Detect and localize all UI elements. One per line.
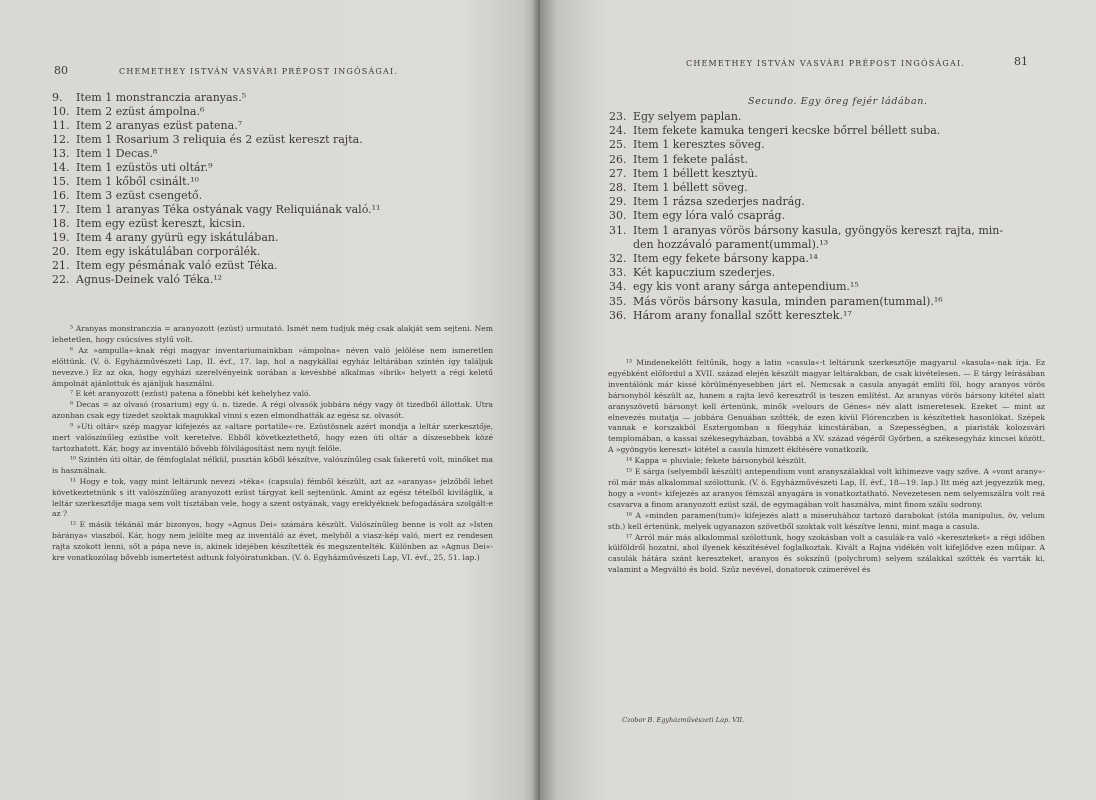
- item-text: Egy selyem paplan.: [633, 110, 742, 123]
- footnote: ¹⁰ Szintén úti oltár, de fémfoglalat nélkül, pusztán kőből készítve, valószínűleg csak fakeretű volt, minőket ma is használnak.: [52, 454, 493, 475]
- item-text: Item fekete kamuka tengeri kecske bőrrel béllett suba.: [633, 124, 941, 138]
- item-text: Agnus-Deinek való Téka.¹²: [76, 273, 223, 286]
- list-item: [52, 175, 502, 189]
- item-number: 35.: [609, 294, 627, 308]
- footnote: ¹⁶ A »minden paramen(tum)« kifejezés alatt a miseruhához tartozó darabokat (stóla manipulus, öv, velum stb.) kell értenünk, melyek ugyanazon szövetből szoktak volt készítve lenni, mint maga a casula.: [608, 510, 1045, 531]
- item-text: Item 1 keresztes söveg.: [633, 138, 765, 152]
- section-heading: Secundo. Egy öreg fejér ládában.: [748, 96, 928, 107]
- item-text: den hozzávaló parament(ummal).¹³: [633, 237, 829, 251]
- list-item: [609, 280, 1059, 294]
- item-number: 25.: [609, 138, 627, 152]
- item-text: Item egy iskátulában corporálék.: [76, 245, 261, 258]
- list-item: [609, 295, 1059, 309]
- footnote: ¹² E másik tékánál már bizonyos, hogy »Agnus Dei« számára készült. Valószínűleg benne is volt az »Isten báránya« viaszból. Kár, hogy nem jelölte meg az inventáló az évet, melyből a viasz-kép való, mert ez rendesen rajta szokott lenni, sőt a pápa neve is, akinek idejében készítették és megszentelték. Különben az »Agnus Dei«-kre vonatkozólag bővebb ismertetést adtunk folyóiratunkban. (V. ö. Egyházművészeti Lap, VI. évf., 25, 51. lap.): [52, 520, 493, 563]
- list-item: [609, 195, 1059, 209]
- item-text: Item egy pésmának való ezüst Téka.: [76, 259, 278, 272]
- item-text: Item 3 ezüst csengető.: [76, 189, 203, 202]
- item-text: Item 1 kőből csinált.¹⁰: [76, 175, 199, 188]
- footnote: ¹⁵ E sárga (selyemből készült) antependium vont aranyszálakkal volt kihimezve vagy szőve. A »vont arany«-ról már más alkalommal szólottunk. (V. ö. Egyházművészeti Lap, II. évf., 18—19. lap.) Itt még azt jegyezzük meg, hogy a »vont« kifejezés az aranyos fémszál anyagára is vonatkoztatható. Nevezetesen nem selyemszálra volt reá csavarva a finom aranyozott ezüst szál, de egymagában volt használva, mint finom szálu sodrony.: [608, 467, 1045, 509]
- item-number: 11.: [52, 119, 70, 132]
- list-item: [52, 133, 502, 147]
- item-number: 30.: [609, 209, 627, 223]
- running-head: CHEMETHEY ISTVÁN VASVÁRI PRÉPOST INGÓSÁGAI.: [686, 59, 966, 68]
- item-number: 27.: [609, 166, 627, 180]
- item-number: 21.: [52, 259, 70, 272]
- footnote: ¹⁴ Kappa = pluviale; fekete bársonyból készült.: [626, 456, 807, 466]
- footnote: ⁵ Aranyas monstranczia = aranyozott (ezüst) urmutató. Ismét nem tudjuk még csak alakját sem sejteni. Nem lehetetlen, hogy csúcsíves stylű volt.: [52, 324, 493, 344]
- footer-line: Czobor B. Egyházművészeti Lap. VII.: [622, 716, 745, 724]
- footnote: ¹³ Mindenekelőtt feltűnik, hogy a latin »casula«-t leltárunk szerkesztője magyarul »kasula«-nak írja. Ez egyébként előfordul a XVII. század elején készült magyar leltárakban, de csak kivételesen. — E tárgy leírásában inventálónk már kissé körülményesebben járt el. Nemcsak a casula anyagát említi föl, hogy aranyos vörös bársonyból készült az, hanem a rajta levő keresztről is teszen említést. Az aranyas vörös bársony kitétel alatt aranyszövetű bársonyt kell értenünk, minők »velours de Génes« név alatt ismeretesek. Ezeket — mint az elnevezés mutatja — jobbára Genuában szőtték, de ezen kívül Flórenczben is készítettek hasonlókat. Szépek vannak e korszakból Esztergomban a főegyház kincstárában, a Szepességben, a piaristák kolozsvári templomában, a kassai székesegyházban, továbbá a XV. század végéről Győrben, a székesegyház kincsei között. A »gyöngyös kereszt« kitétel a casula himzett ékítésére vonatkozik.: [608, 358, 1045, 455]
- item-text: Item 1 béllett kesztyü.: [633, 166, 758, 180]
- item-text: Más vörös bársony kasula, minden paramen(tummal).¹⁶: [633, 294, 943, 308]
- item-text: Item egy lóra való csaprág.: [633, 209, 786, 223]
- item-number: 12.: [52, 133, 70, 146]
- footnote: ¹⁷ Arról már más alkalommal szólottunk, hogy szokásban volt a casulák-ra való »kereszteket« a régi időben külföldről hozatni, ahol ilyenek készítésével foglalkoztak. Kivált a Rajna vidékén volt kifejlődve ezen műipar. A casulák hátára szánt kereszteket, aranyos és sokszínű (polychrom) selyem szálakkal szőtték és varrták ki, valamint a Megváltó és bold. Szűz nevével, donatorok czímerével és: [608, 532, 1045, 575]
- list-item: [609, 209, 1059, 223]
- item-number: 32.: [609, 252, 627, 266]
- item-number: 19.: [52, 231, 70, 244]
- item-text: Item 4 arany gyürü egy iskátulában.: [76, 231, 279, 244]
- right-page: [540, 0, 1096, 800]
- list-item: [52, 273, 502, 287]
- item-number: 36.: [609, 308, 627, 322]
- item-list: [52, 91, 502, 287]
- item-number: 29.: [609, 195, 627, 209]
- item-number: 10.: [52, 105, 70, 118]
- item-number: 34.: [609, 280, 627, 294]
- list-item: [52, 161, 502, 175]
- list-item: [52, 91, 502, 105]
- list-item: [52, 245, 502, 259]
- item-text: Három arany fonallal szőtt keresztek.¹⁷: [633, 308, 852, 322]
- item-text: Item 1 rázsa szederjes nadrág.: [633, 195, 805, 209]
- list-item: [609, 224, 1059, 238]
- item-text: Item 1 monstranczia aranyas.⁵: [76, 91, 247, 104]
- list-item: [52, 119, 502, 133]
- item-text: Item 1 béllett söveg.: [633, 181, 748, 195]
- list-item: [52, 189, 502, 203]
- item-text: Item 1 ezüstös uti oltár.⁹: [76, 161, 213, 174]
- footnote: ⁹ »Uti oltár« szép magyar kifejezés az »altare portatile«-re. Ezüstösnek azért mondja a leltár szerkesztője, mert valószínűleg ezüstbe volt keretelve. Ebből következtethető, hogy ezen úti oltár a díszesebbek közé tartozhatott. Kár, hogy az inventáló bővebb fölvilágosítást nem nyujt felőle.: [52, 422, 493, 453]
- item-number: 31.: [609, 223, 627, 237]
- list-item: [609, 309, 1059, 323]
- item-number: 15.: [52, 175, 70, 188]
- list-item: [52, 259, 502, 273]
- item-text: Item egy fekete bársony kappa.¹⁴: [633, 252, 818, 266]
- list-item: [52, 217, 502, 231]
- list-item: [52, 105, 502, 119]
- list-item-continuation: [609, 238, 1059, 252]
- item-number: 28.: [609, 181, 627, 195]
- item-text: Item 2 ezüst ámpolna.⁶: [76, 105, 205, 118]
- list-item: [609, 124, 1059, 138]
- item-number: 18.: [52, 217, 70, 230]
- item-list: [609, 110, 1059, 323]
- running-head: CHEMETHEY ISTVÁN VASVÁRI PRÉPOST INGÓSÁGAI.: [119, 67, 399, 76]
- page-number: 80: [54, 64, 68, 77]
- footnote: ⁸ Decas = az olvasó (rosarium) egy ú. n. tizede. A régi olvasók jobbára négy vagy öt tizedből állottak. Utra azonban csak egy tizedet szoktak magukkal vinni s ezen elmondhatták az egész sz. olvasót.: [52, 400, 493, 421]
- item-number: 20.: [52, 245, 70, 258]
- item-number: 26.: [609, 152, 627, 166]
- item-number: 13.: [52, 147, 70, 160]
- footnotes: [52, 324, 493, 564]
- item-text: Item 1 aranyas vörös bársony kasula, gyöngyös kereszt rajta, min-: [633, 223, 1004, 237]
- item-number: 23.: [609, 110, 627, 123]
- item-text: Item 1 Decas.⁸: [76, 147, 158, 160]
- list-item: [609, 266, 1059, 280]
- item-number: 17.: [52, 203, 70, 216]
- list-item: [609, 181, 1059, 195]
- left-page: [0, 0, 540, 800]
- list-item: [52, 203, 502, 217]
- item-text: Item 1 Rosarium 3 reliquia és 2 ezüst kereszt rajta.: [76, 133, 363, 146]
- footnote: ⁷ E két aranyozott (ezüst) patena a fönebbi két kehelyhez való.: [70, 389, 311, 399]
- list-item: [609, 110, 1059, 124]
- list-item: [52, 147, 502, 161]
- page-number: 81: [1014, 55, 1028, 68]
- item-text: Item 2 aranyas ezüst patena.⁷: [76, 119, 243, 132]
- list-item: [609, 153, 1059, 167]
- item-text: egy kis vont arany sárga antependium.¹⁵: [633, 280, 859, 294]
- item-number: 16.: [52, 189, 70, 202]
- item-number: 9.: [52, 91, 63, 104]
- list-item: [609, 138, 1059, 152]
- item-number: 33.: [609, 266, 627, 280]
- item-text: Két kapuczium szederjes.: [633, 266, 776, 280]
- item-text: Item 1 aranyas Téka ostyának vagy Reliquiának való.¹¹: [76, 203, 381, 216]
- item-text: Item 1 fekete palást.: [633, 152, 749, 166]
- list-item: [52, 231, 502, 245]
- footnotes: [608, 358, 1045, 576]
- item-number: 22.: [52, 273, 70, 286]
- item-number: 14.: [52, 161, 70, 174]
- item-text: Item egy ezüst kereszt, kicsin.: [76, 217, 246, 230]
- item-number: 24.: [609, 124, 627, 138]
- footnote: ⁶ Az »ampulla«-knak régi magyar inventariumainkban »ámpolna« néven való jelölése nem ismeretlen előttünk. (V. ö. Egyházművészeti Lap, II. évf., 17. lap, hol a nagykállai egyház leltárában szintén így találjuk nevezve.) Ez az oka, hogy egyházi szerelvényeink sorában a kevésbbé alkalmas »ibrik« helyett a régi keletű ámpolnát ajánlottuk és ajánljuk használni.: [52, 345, 493, 388]
- footnote: ¹¹ Hogy e tok, vagy mint leltárunk nevezi »téka« (capsula) fémből készült, azt az »aranyas« jelzőből lehet következtetnünk s itt valószínűleg aranyozott ezüst tárgyat kell sejtenünk. Amint az egész tételből kiviláglik, a leltár szerkesztője maga sem volt tisztában vele, hogy a szent ostyának, vagy ereklyéknek befogadására szolgált-e az ?: [52, 476, 493, 519]
- list-item: [609, 252, 1059, 266]
- list-item: [609, 167, 1059, 181]
